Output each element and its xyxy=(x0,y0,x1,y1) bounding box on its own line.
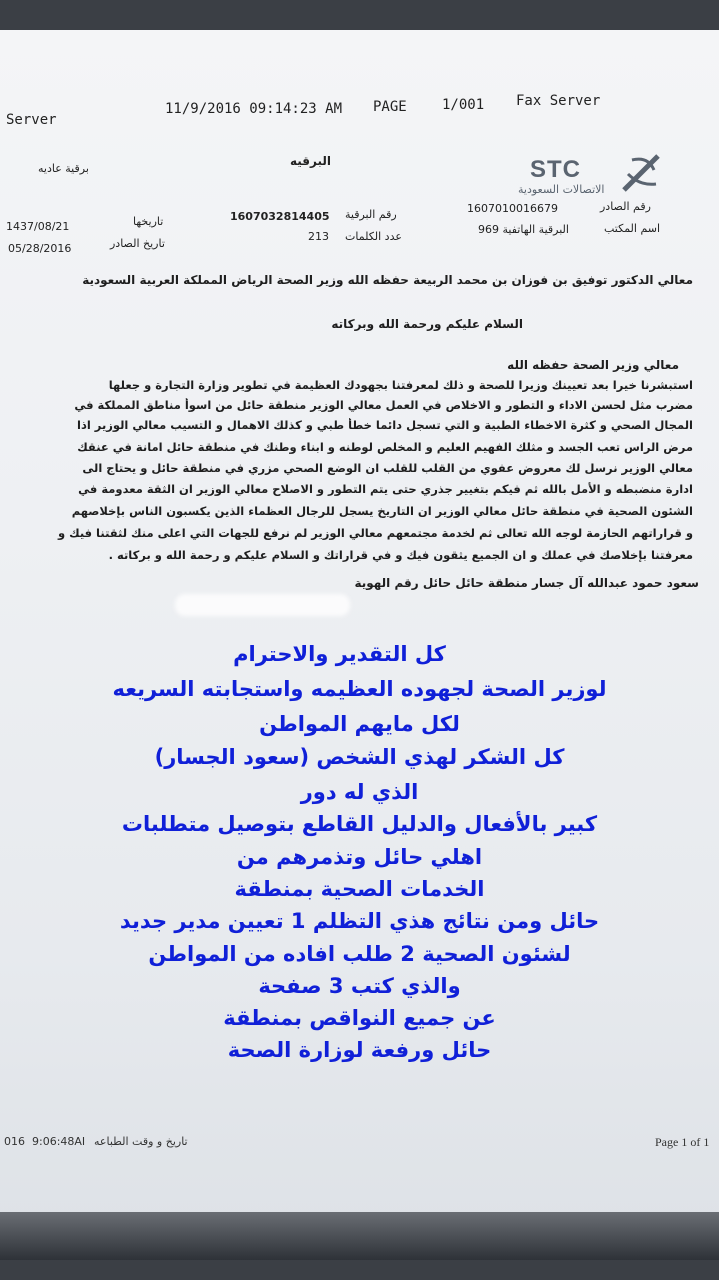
redacted-id xyxy=(175,594,350,616)
letter-greeting: السلام عليكم ورحمة الله وبركاته xyxy=(331,317,523,331)
footer-print-time: 9:06:48AI xyxy=(32,1135,86,1148)
handwritten-line: عن جميع النواقص بمنطقة xyxy=(223,1006,496,1030)
handwritten-line: كل التقدير والاحترام xyxy=(233,642,446,666)
handwritten-line: حائل ورفعة لوزارة الصحة xyxy=(227,1038,492,1062)
handwritten-line: اهلي حائل وتذمرهم من xyxy=(236,845,483,869)
logo-subtitle: الاتصالات السعودية xyxy=(518,183,605,196)
telegram-no: 1607032814405 xyxy=(230,210,330,223)
stc-logo xyxy=(506,148,666,204)
letter-addressee: معالي الدكتور توفيق بن فوزان بن محمد الربيعة حفظه الله وزير الصحة الرياض المملكة العربية السعودية xyxy=(82,273,693,287)
fax-page-label: PAGE xyxy=(373,99,407,115)
letter-body-line: معرفتنا بإخلاصك في عملك و ان الجميع يثقون فيك و في قراراتك و السلام عليكم و رحمة الله و بركاته . xyxy=(108,548,693,562)
telegram-no-label: رقم البرقية xyxy=(345,208,397,221)
handwritten-line: الخدمات الصحية بمنطقة xyxy=(234,877,485,901)
issue-no-label: رقم الصادر xyxy=(600,200,651,213)
handwritten-line: الذي له دور xyxy=(300,780,419,804)
words-label: عدد الكلمات xyxy=(345,230,402,243)
date-hijri: 1437/08/21 xyxy=(6,220,70,233)
handwritten-line: حائل ومن نتائج هذي التظلم 1 تعيين مدير جديد xyxy=(119,909,600,933)
fax-server-right: Fax Server xyxy=(516,93,601,109)
issue-date-label: تاريخ الصادر xyxy=(110,237,165,250)
issue-no: 1607010016679 xyxy=(467,202,558,215)
fax-server-left: Server xyxy=(6,112,57,128)
handwritten-line: لكل مايهم المواطن xyxy=(259,712,460,736)
footer-print-label: تاريخ و وقت الطباعه xyxy=(94,1135,188,1148)
letter-body-line: المجال الصحي و كثرة الاخطاء الطبية و التي تسجل دائما خطأ طبي و كذلك الاهمال و التسيب معالي الوزير اذا xyxy=(77,418,693,432)
handwritten-line: لشئون الصحية 2 طلب افاده من المواطن xyxy=(148,942,571,966)
fax-header xyxy=(0,90,719,128)
handwritten-line: كل الشكر لهذي الشخص (سعود الجسار) xyxy=(154,745,565,769)
handwritten-line: والذي كتب 3 صفحة xyxy=(258,974,461,998)
words-count: 213 xyxy=(308,230,329,243)
stc-mark-icon xyxy=(618,150,664,198)
office-label: اسم المكتب xyxy=(604,222,661,235)
letter-salutation: معالي وزير الصحة حفظه الله xyxy=(507,358,679,372)
office-value: البرقية الهاتفية 969 xyxy=(478,223,569,236)
logo-brand: STC xyxy=(530,156,581,183)
letter-body-line: استبشرنا خيرا بعد تعيينك وزيرا للصحة و ذلك لمعرفتنا بجهودك العظيمة في تطوير وزارة التجارة و جعلها xyxy=(108,378,693,392)
letter-signature: سعود حمود عبدالله آل جسار منطقة حائل حائل رقم الهوية xyxy=(354,576,699,590)
telegram-type: برقية عاديه xyxy=(38,162,89,175)
telegram-title: البرقيه xyxy=(290,154,332,168)
fax-page xyxy=(0,30,719,1260)
letter-body-line: و قراراتهم الحازمة لوجه الله تعالى ثم لخدمة مجتمعهم معالي الوزير لم نرفع للجهات التي اعلى منك لثقتنا فيك و xyxy=(57,526,693,540)
footer-page: Page 1 of 1 xyxy=(655,1135,710,1149)
fax-datetime: 11/9/2016 09:14:23 AM xyxy=(165,101,343,117)
issue-date: 05/28/2016 xyxy=(8,242,72,255)
letter-body-line: مرض الراس تعب الجسد و مثلك الفهيم العليم و المخلص لوطنه و ابناء وطنك في منطقة حائل امانة في عنقك xyxy=(77,440,693,454)
bottom-shadow xyxy=(0,1212,719,1260)
handwritten-line: لوزير الصحة لجهوده العظيمه واستجابته السريعه xyxy=(112,677,607,701)
letter-body-line: مضرب مثل لحسن الاداء و التطور و الاخلاص في العمل معالي الوزير منطقة حائل من اسوأ مناطق المملكة في xyxy=(74,398,693,412)
letter-body-line: الشئون الصحية في منطقة حائل معالي الوزير ان التاريخ يسجل للرجال العظماء الذين يكسبون الناس بإخلاصهم xyxy=(71,504,693,518)
letter-body-line: معالي الوزير نرسل لك معروض عفوي من القلب للقلب ان الوضع الصحي مزري في منطقة حائل و يحتاج الى xyxy=(82,461,693,475)
handwritten-line: كبير بالأفعال والدليل القاطع بتوصيل متطلبات xyxy=(121,812,598,836)
letter-body-line: ادارة منضبطه و الأمل بالله ثم فيكم بتغيير جذري حتى يتم التطور و الاصلاح معالي الوزير ان الثقة معدومة في xyxy=(78,482,693,496)
date-label: تاريخها xyxy=(133,215,164,228)
fax-page-number: 1/001 xyxy=(442,97,485,113)
footer-year-partial: 016 xyxy=(4,1135,25,1148)
